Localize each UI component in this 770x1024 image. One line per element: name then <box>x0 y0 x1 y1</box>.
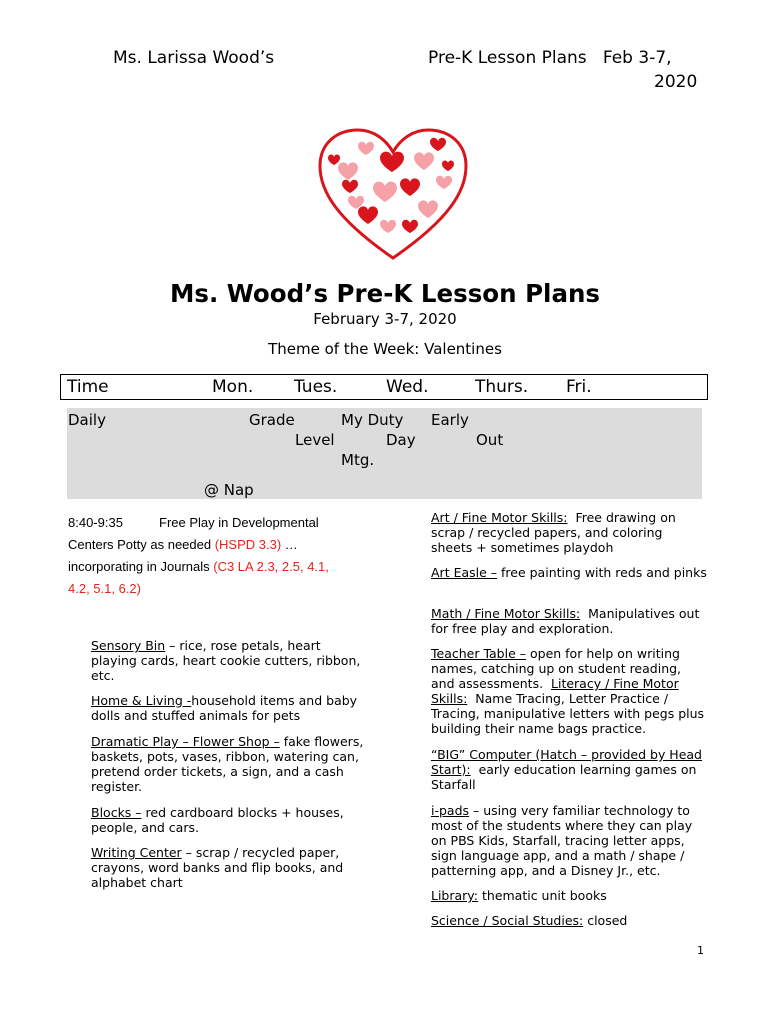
center-computer: “BIG” Computer (Hatch – provided by Head Start): early education learning games on Starfall <box>431 747 702 792</box>
freeplay-text2: Centers Potty as needed (HSPD 3.3) … <box>68 537 298 552</box>
daily-label: Daily <box>68 411 106 429</box>
freeplay-text4: 4.2, 5.1, 6.2) <box>68 581 141 596</box>
center-writing: Writing Center – scrap / recycled paper, crayons, word banks and flip books, and alphabet chart <box>91 845 344 890</box>
teacher-name: Ms. Larissa Wood’s <box>113 48 275 68</box>
page-number: 1 <box>697 944 704 957</box>
time-header: Time <box>67 377 109 397</box>
center-blocks: Blocks – red cardboard blocks + houses, people, and cars. <box>91 805 344 835</box>
page-title: Ms. Wood’s Pre-K Lesson Plans <box>169 279 601 308</box>
day-mon: Mon. <box>212 377 254 397</box>
freeplay-text3: incorporating in Journals (C3 LA 2.3, 2.5, 4.1, <box>68 559 329 574</box>
schedule-header-row <box>60 374 708 400</box>
header-year: 2020 <box>654 72 698 92</box>
day-thurs: Thurs. <box>475 377 529 397</box>
center-teacher-table: Teacher Table – open for help on writing names, catching up on student reading, and assessments. Literacy / Fine Motor Skills: Name Tracing, Letter Practice / Tracing, manipulative letters with pegs plus building their name bags practice. <box>431 646 709 736</box>
freeplay-text1: Free Play in Developmental <box>159 515 319 530</box>
center-sensory-bin: Sensory Bin – rice, rose petals, heart playing cards, heart cookie cutters, ribbon, etc. <box>91 638 361 683</box>
thurs-out: Out <box>476 431 504 449</box>
center-library: Library: thematic unit books <box>431 888 607 903</box>
tues-level: Level <box>295 431 335 449</box>
header-title: Pre-K Lesson Plans Feb 3-7, <box>428 48 672 68</box>
center-art: Art / Fine Motor Skills: Free drawing on scrap / recycled papers, and coloring sheets + sometimes playdoh <box>431 510 680 555</box>
theme-line: Theme of the Week: Valentines <box>268 340 502 358</box>
day-fri: Fri. <box>566 377 592 397</box>
day-tues: Tues. <box>294 377 338 397</box>
center-dramatic-play: Dramatic Play – Flower Shop – fake flowers, baskets, pots, vases, ribbon, watering can, pretend order tickets, a sign, and a cash register. <box>91 734 364 794</box>
wed-day: Day <box>386 431 416 449</box>
freeplay-time: 8:40-9:35 <box>68 515 123 530</box>
center-science: Science / Social Studies: closed <box>431 913 628 928</box>
center-art-easle: Art Easle – free painting with reds and pinks <box>431 565 707 580</box>
day-wed: Wed. <box>386 377 429 397</box>
thurs-early: Early <box>431 411 469 429</box>
center-ipads: i-pads – using very familiar technology to most of the students where they can play on PBS Kids, Starfall, tracing letter apps, sign language app, and a math / shape / patterning app, and a Disney Jr., etc. <box>431 803 693 878</box>
wed-duty: My Duty <box>341 411 404 429</box>
tues-grade: Grade <box>249 411 295 429</box>
nap-label: @ Nap <box>204 481 254 499</box>
valentine-hearts-image <box>318 128 468 260</box>
center-math: Math / Fine Motor Skills: Manipulatives out for free play and exploration. <box>431 606 704 636</box>
date-line: February 3-7, 2020 <box>313 310 457 328</box>
center-home-living: Home & Living -household items and baby dolls and stuffed animals for pets <box>91 693 358 723</box>
wed-mtg: Mtg. <box>341 451 375 469</box>
